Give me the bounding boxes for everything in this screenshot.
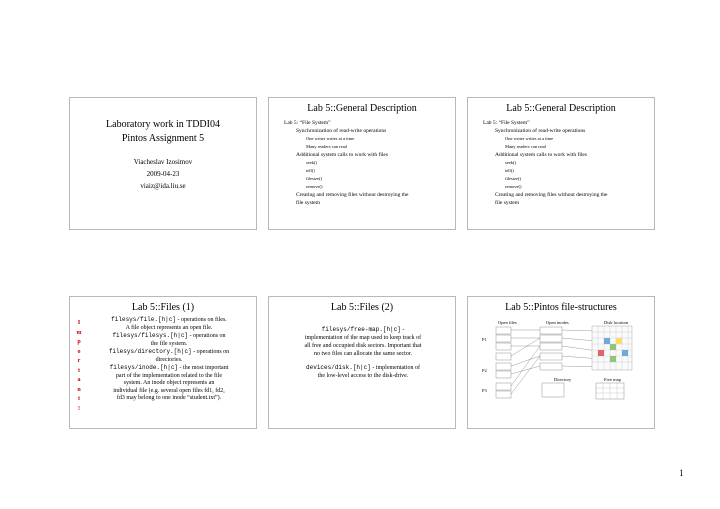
open-file-box	[496, 335, 511, 342]
important-letter: !	[78, 405, 80, 412]
open-file-box	[496, 343, 511, 350]
link-line	[562, 338, 596, 341]
open-file-box	[496, 327, 511, 334]
page-number: 1	[679, 468, 684, 478]
slide-title: Lab 5::General Description	[506, 103, 616, 114]
inode-box	[540, 327, 562, 334]
open-file-box	[496, 371, 511, 378]
important-letter: t	[78, 396, 80, 402]
cover-title	[70, 118, 256, 146]
open-file-box	[496, 391, 511, 398]
inode-box	[540, 343, 562, 350]
link-line	[511, 366, 540, 374]
bullet-item: remove()	[306, 184, 323, 189]
para-line: individual file (e.g. several open files fd1, fd2,	[113, 387, 225, 394]
cover-title-line2: Pintos Assignment 5	[121, 133, 205, 144]
open-file-box	[496, 363, 511, 370]
disk-grid	[592, 326, 632, 370]
label-p2: P2	[482, 368, 487, 373]
code-filesys: filesys/filesys.[h|c]	[112, 332, 189, 339]
label-disk-location: Disk location	[604, 320, 629, 325]
bullet-item: Lab 5: “File System”	[483, 120, 530, 126]
code-free-map: filesys/free-map.[h|c]	[321, 326, 401, 333]
para-line: fd3 may belong to one inode “student.txt”).	[116, 395, 222, 401]
cover-title-line1: Laboratory work in TDDI04	[106, 119, 220, 130]
cover-author: Viacheslav Izosimov	[133, 158, 193, 166]
para-file	[84, 316, 254, 325]
bullet-item: file system	[296, 200, 320, 206]
inode-box	[540, 353, 562, 360]
important-letter: I	[77, 320, 81, 326]
slide-title: Lab 5::Files (1)	[131, 302, 195, 313]
bullet-item: seek()	[505, 160, 516, 165]
important-letter: m	[76, 329, 82, 336]
cover-date: 2009-04-23	[146, 170, 180, 178]
bullet-item: remove()	[505, 184, 522, 189]
bullet-item: tell()	[306, 168, 315, 173]
bullet-item: Synchronization of read-write operations	[296, 128, 387, 134]
link-line	[562, 330, 596, 331]
bullet-list	[483, 119, 651, 207]
para-line: no two files can allocate the same sector.	[314, 351, 412, 357]
important-letter: a	[77, 377, 81, 383]
label-open-files: Open files	[498, 320, 517, 325]
label-p3: P3	[482, 388, 487, 393]
slide-general-description-2	[467, 97, 655, 230]
code-inode: filesys/inode.[h|c]	[109, 364, 179, 371]
file-structure-diagram	[468, 297, 655, 429]
slide-title: Lab 5::Files (2)	[330, 302, 394, 313]
para-text: -	[400, 327, 405, 333]
para-line: part of the implementation related to the file	[115, 372, 223, 379]
para-line: directories.	[155, 356, 183, 363]
para-line: the file system.	[150, 340, 188, 347]
slide-title: Lab 5::Pintos file-structures	[505, 302, 617, 313]
link-line	[511, 338, 540, 356]
bullet-item: seek()	[306, 160, 317, 165]
para-line: system. An inode object represents an	[123, 380, 215, 386]
para-free-map	[277, 326, 449, 334]
files-description	[84, 316, 254, 403]
bullet-item: Many readers can read	[306, 144, 347, 149]
code-file: filesys/file.[h|c]	[111, 316, 176, 323]
important-vertical-text	[74, 319, 84, 414]
para-line: the low-level access to the disk-drive.	[317, 373, 409, 379]
bullet-list	[284, 119, 452, 207]
slide-file-structures	[467, 296, 655, 429]
para-line: all free and occupied disk sectors. Important that	[304, 343, 422, 349]
link-line	[511, 356, 540, 366]
open-file-box	[496, 383, 511, 390]
important-letter: o	[77, 348, 81, 355]
label-p1: P1	[482, 337, 487, 342]
important-letter: t	[78, 367, 80, 374]
files-description	[277, 326, 449, 380]
cover-info	[70, 156, 256, 192]
code-directory: filesys/directory.[h|c]	[108, 348, 192, 355]
para-text: - operations on	[188, 333, 226, 339]
bullet-item: filesize()	[505, 176, 521, 181]
para-text: - operations on	[191, 349, 230, 355]
slide-files-2	[268, 296, 456, 429]
bullet-item: Creating and removing files without destroying the	[296, 192, 409, 198]
important-letter: r	[77, 358, 81, 364]
bullet-item: tell()	[505, 168, 514, 173]
bullet-item: Synchronization of read-write operations	[495, 128, 586, 134]
para-disk	[277, 364, 449, 372]
important-letter: p	[77, 339, 81, 345]
inode-box	[540, 335, 562, 342]
para-directory	[84, 348, 254, 357]
bullet-item: Many readers can read	[505, 144, 546, 149]
bullet-item: file system	[495, 200, 519, 206]
slide-cover	[69, 97, 257, 230]
bullet-item: Lab 5: “File System”	[284, 120, 331, 126]
bullet-item: One writer writes at a time	[306, 136, 355, 141]
slide-files-1	[69, 296, 257, 429]
link-line	[511, 356, 540, 394]
para-filesys	[84, 332, 254, 341]
directory-box	[542, 383, 564, 397]
bullet-item: Additional system calls to work with files	[495, 152, 587, 158]
link-line	[511, 346, 540, 386]
bullet-item: One writer writes at a time	[505, 136, 554, 141]
para-line: implementation of the map used to keep track of	[304, 335, 422, 341]
bullet-item: Creating and removing files without destroying the	[495, 192, 608, 198]
label-free-map: Free map	[604, 377, 621, 382]
label-open-inodes: Open inodes	[546, 320, 569, 325]
slide-title: Lab 5::General Description	[307, 103, 417, 114]
label-directory: Directory	[554, 377, 572, 382]
important-letter: n	[77, 386, 81, 393]
para-inode	[84, 364, 254, 373]
slide-general-description-1	[268, 97, 456, 230]
code-disk: devices/disk.[h|c]	[306, 364, 371, 371]
open-file-box	[496, 353, 511, 360]
cover-email: viaiz@ida.liu.se	[140, 182, 186, 190]
para-text: - implementation of	[370, 365, 420, 371]
para-text: - operations on files.	[175, 317, 227, 323]
para-text: - the most important	[178, 365, 229, 371]
para-line: A file object represents an open file.	[125, 324, 213, 331]
bullet-item: filesize()	[306, 176, 322, 181]
bullet-item: Additional system calls to work with files	[296, 152, 388, 158]
inode-box	[540, 363, 562, 370]
